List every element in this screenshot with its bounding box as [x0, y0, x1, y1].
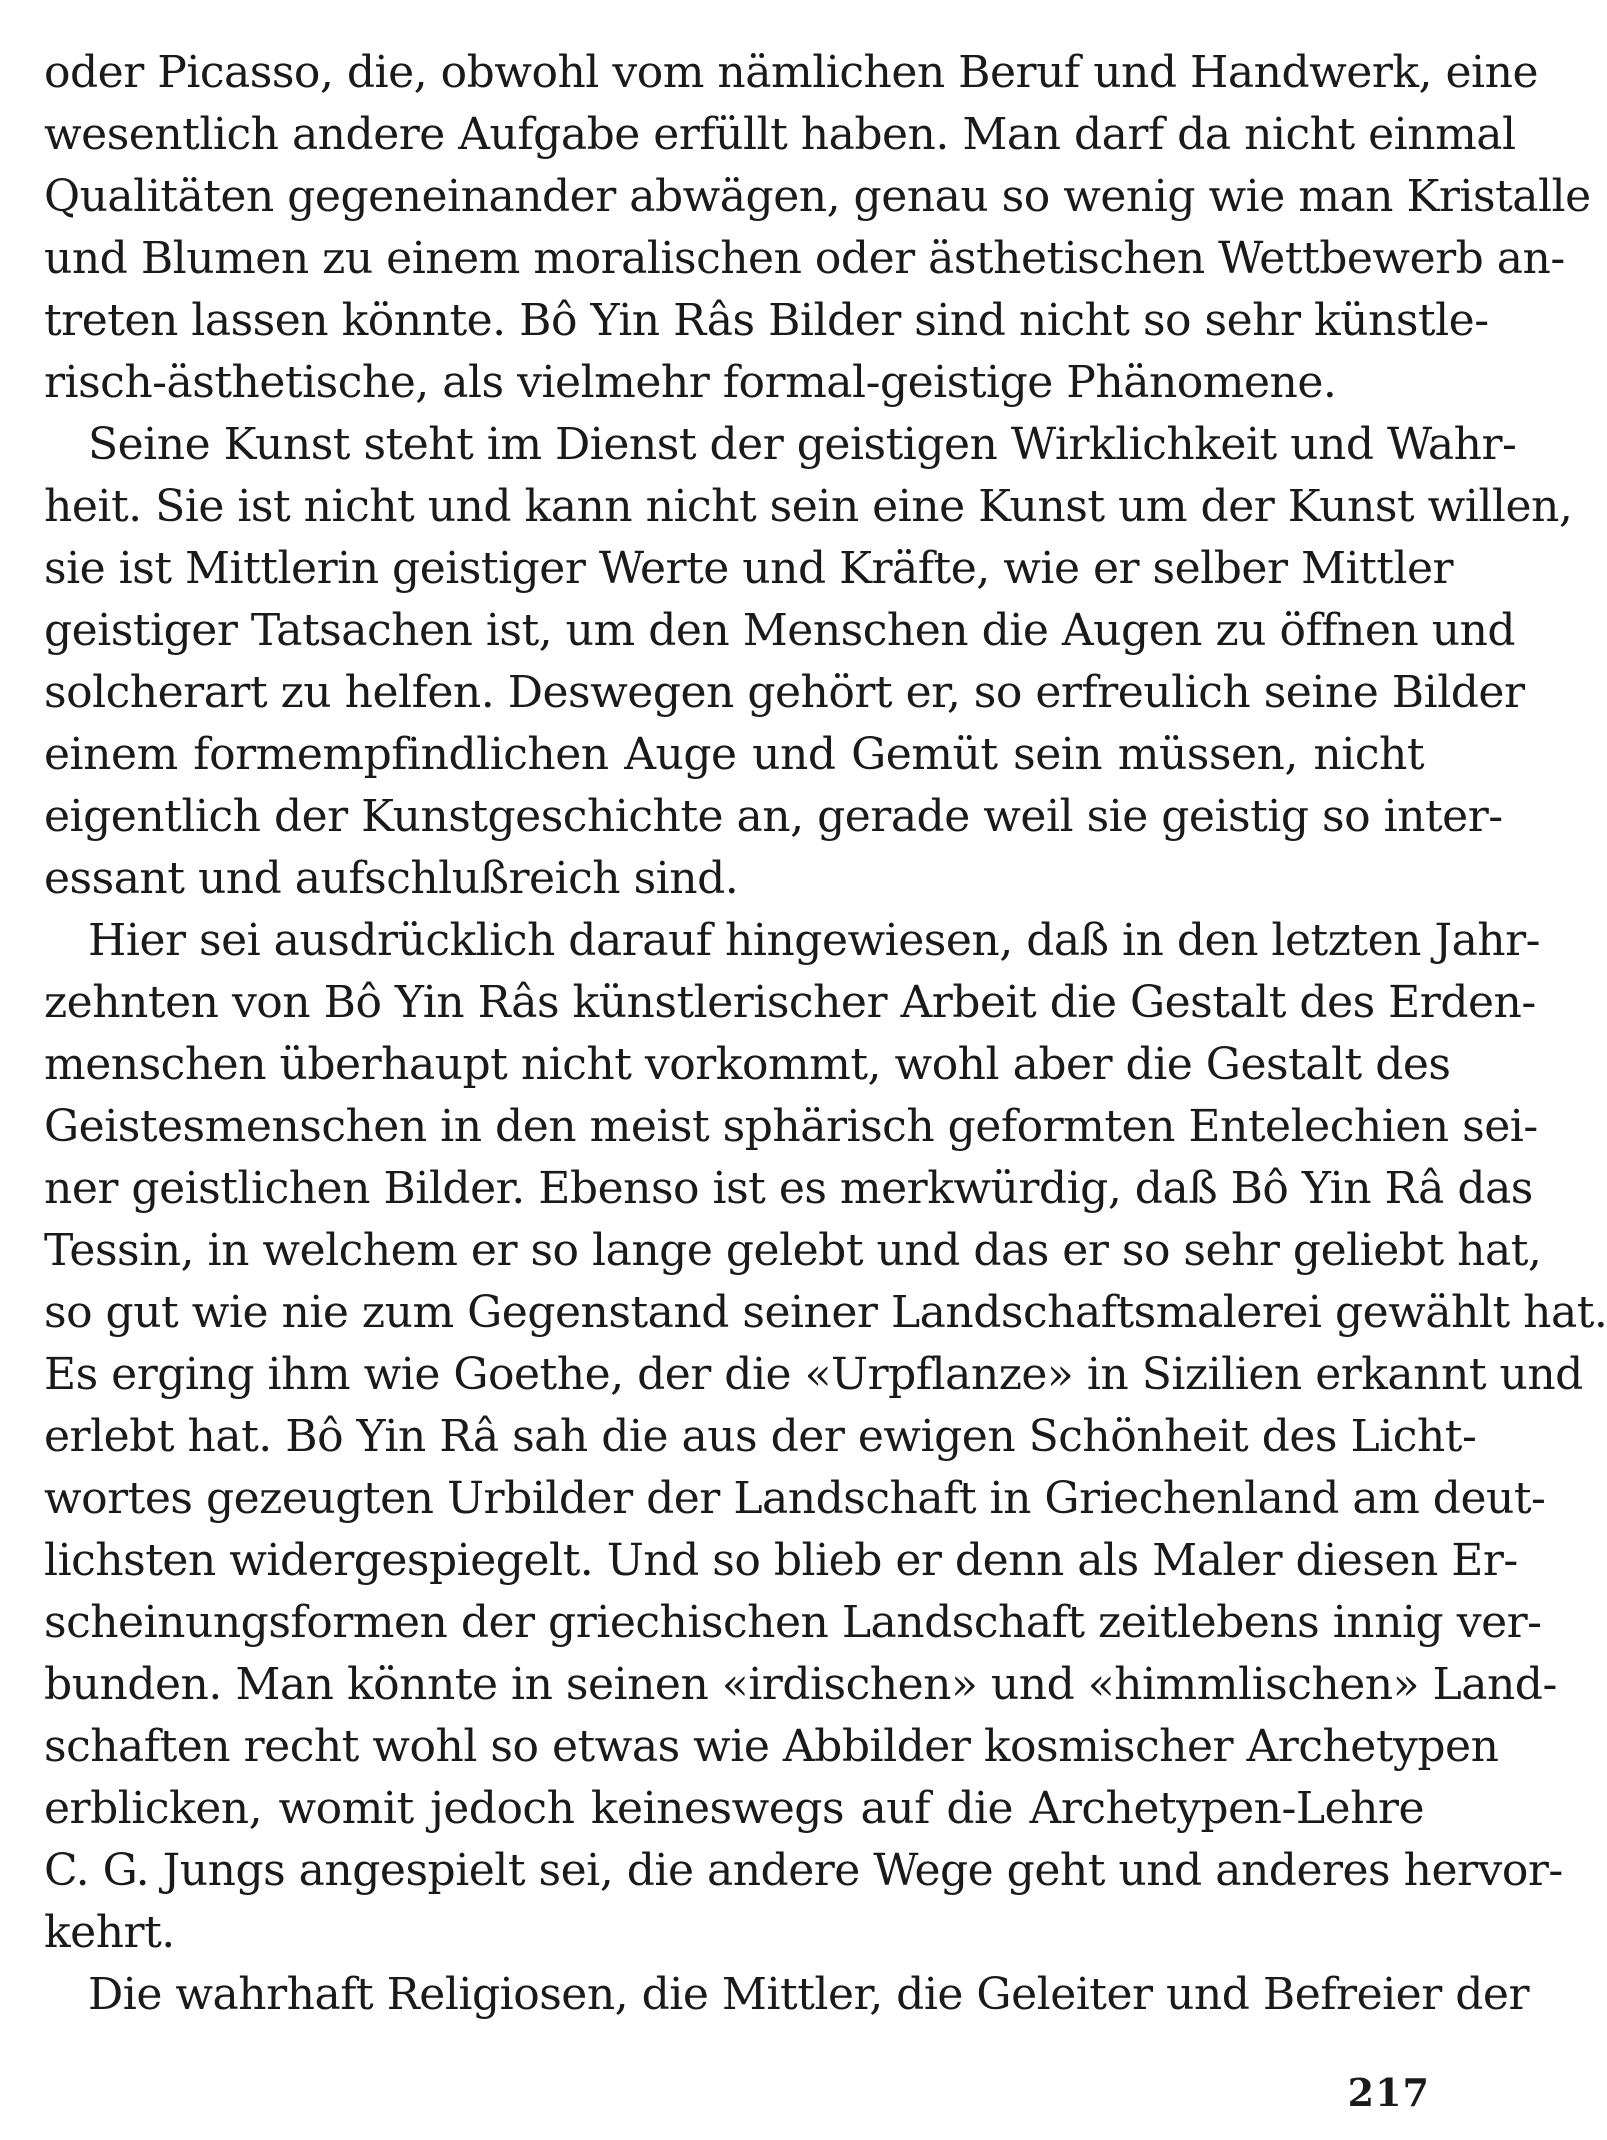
text-line: risch-ästhetische, als vielmehr formal-geistige Phänomene. [44, 357, 1337, 408]
text-line: scheinungsformen der griechischen Landschaft zeitlebens innig ver- [44, 1597, 1542, 1648]
text-line: und Blumen zu einem moralischen oder ästhetischen Wettbewerb an- [44, 233, 1565, 284]
text-line: Hier sei ausdrücklich darauf hingewiesen, daß in den letzten Jahr- [88, 915, 1541, 966]
text-line: Die wahrhaft Religiosen, die Mittler, die Geleiter und Befreier der [88, 1969, 1529, 2020]
text-line: schaften recht wohl so etwas wie Abbilder kosmischer Archetypen [44, 1721, 1499, 1772]
text-line: Qualitäten gegeneinander abwägen, genau so wenig wie man Kristalle [44, 171, 1591, 222]
text-line: menschen überhaupt nicht vorkommt, wohl aber die Gestalt des [44, 1039, 1451, 1090]
text-line: Es erging ihm wie Goethe, der die «Urpflanze» in Sizilien erkannt und [44, 1349, 1583, 1400]
text-line: lichsten widergespiegelt. Und so blieb er denn als Maler diesen Er- [44, 1535, 1518, 1586]
text-line: wortes gezeugten Urbilder der Landschaft in Griechenland am deut- [44, 1473, 1546, 1524]
text-line: wesentlich andere Aufgabe erfüllt haben. Man darf da nicht einmal [44, 109, 1516, 160]
text-line: heit. Sie ist nicht und kann nicht sein eine Kunst um der Kunst willen, [44, 481, 1573, 532]
text-line: solcherart zu helfen. Deswegen gehört er, so erfreulich seine Bilder [44, 667, 1525, 718]
text-line: zehnten von Bô Yin Râs künstlerischer Arbeit die Gestalt des Erden- [44, 977, 1536, 1028]
text-line: eigentlich der Kunstgeschichte an, gerade weil sie geistig so inter- [44, 791, 1503, 842]
text-line: oder Picasso, die, obwohl vom nämlichen Beruf und Handwerk, eine [44, 47, 1538, 98]
text-line: Geistesmenschen in den meist sphärisch geformten Entelechien sei- [44, 1101, 1538, 1152]
text-line: einem formempfindlichen Auge und Gemüt sein müssen, nicht [44, 729, 1424, 780]
text-line: C. G. Jungs angespielt sei, die andere Wege geht und anderes hervor- [44, 1845, 1563, 1896]
body-text [44, 42, 1607, 2026]
text-line: kehrt. [44, 1907, 175, 1958]
text-line: so gut wie nie zum Gegenstand seiner Landschaftsmalerei gewählt hat. [44, 1287, 1607, 1338]
page-number: 217 [1347, 2070, 1430, 2115]
text-line: geistiger Tatsachen ist, um den Menschen die Augen zu öffnen und [44, 605, 1516, 656]
text-line: Seine Kunst steht im Dienst der geistigen Wirklichkeit und Wahr- [88, 419, 1517, 470]
text-line: essant und aufschlußreich sind. [44, 853, 739, 904]
text-line: sie ist Mittlerin geistiger Werte und Kräfte, wie er selber Mittler [44, 543, 1454, 594]
text-line: treten lassen könnte. Bô Yin Râs Bilder sind nicht so sehr künstle- [44, 295, 1489, 346]
text-line: erblicken, womit jedoch keineswegs auf die Archetypen-Lehre [44, 1783, 1424, 1834]
text-line: Tessin, in welchem er so lange gelebt und das er so sehr geliebt hat, [44, 1225, 1542, 1276]
text-line: ner geistlichen Bilder. Ebenso ist es merkwürdig, daß Bô Yin Râ das [44, 1163, 1533, 1214]
text-line: bunden. Man könnte in seinen «irdischen» und «himmlischen» Land- [44, 1659, 1557, 1710]
text-line: erlebt hat. Bô Yin Râ sah die aus der ewigen Schönheit des Licht- [44, 1411, 1477, 1462]
